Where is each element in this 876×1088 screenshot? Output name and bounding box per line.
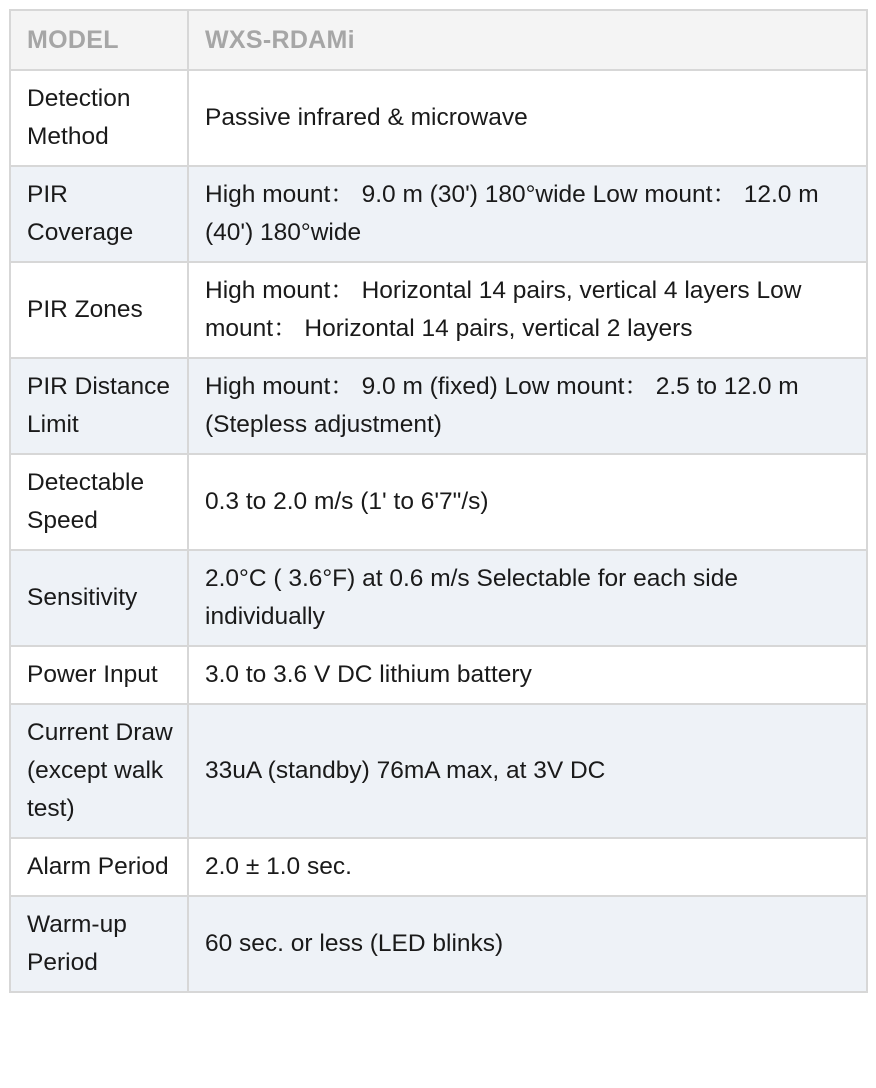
spec-label-detectable-speed: Detectable Speed [10,454,188,550]
spec-value-alarm-period: 2.0 ± 1.0 sec. [188,838,867,896]
table-row [10,262,867,358]
spec-value-detectable-speed: 0.3 to 2.0 m/s (1' to 6'7"/s) [188,454,867,550]
table-header-row [10,10,867,70]
spec-label-power-input: Power Input [10,646,188,704]
spec-label-detection-method: Detection Method [10,70,188,166]
spec-value-sensitivity: 2.0°C ( 3.6°F) at 0.6 m/s Selectable for each side individually [188,550,867,646]
spec-value-power-input: 3.0 to 3.6 V DC lithium battery [188,646,867,704]
table-row [10,166,867,262]
spec-label-pir-zones: PIR Zones [10,262,188,358]
spec-table [9,9,868,993]
model-header-label: MODEL [10,10,188,70]
table-row [10,70,867,166]
spec-value-pir-distance-limit: High mount： 9.0 m (fixed) Low mount： 2.5 to 12.0 m (Stepless adjustment) [188,358,867,454]
spec-label-warm-up-period: Warm-up Period [10,896,188,992]
table-row [10,358,867,454]
spec-label-sensitivity: Sensitivity [10,550,188,646]
spec-value-current-draw: 33uA (standby) 76mA max, at 3V DC [188,704,867,838]
table-row [10,704,867,838]
table-row [10,454,867,550]
spec-label-pir-coverage: PIR Coverage [10,166,188,262]
model-header-value: WXS-RDAMi [188,10,867,70]
table-row [10,896,867,992]
table-row [10,838,867,896]
spec-label-alarm-period: Alarm Period [10,838,188,896]
spec-value-warm-up-period: 60 sec. or less (LED blinks) [188,896,867,992]
table-row [10,646,867,704]
spec-label-current-draw: Current Draw (except walk test) [10,704,188,838]
table-row [10,550,867,646]
spec-value-pir-zones: High mount： Horizontal 14 pairs, vertical 4 layers Low mount： Horizontal 14 pairs, vertical 2 layers [188,262,867,358]
spec-value-pir-coverage: High mount： 9.0 m (30') 180°wide Low mount： 12.0 m (40') 180°wide [188,166,867,262]
spec-value-detection-method: Passive infrared & microwave [188,70,867,166]
spec-label-pir-distance-limit: PIR Distance Limit [10,358,188,454]
